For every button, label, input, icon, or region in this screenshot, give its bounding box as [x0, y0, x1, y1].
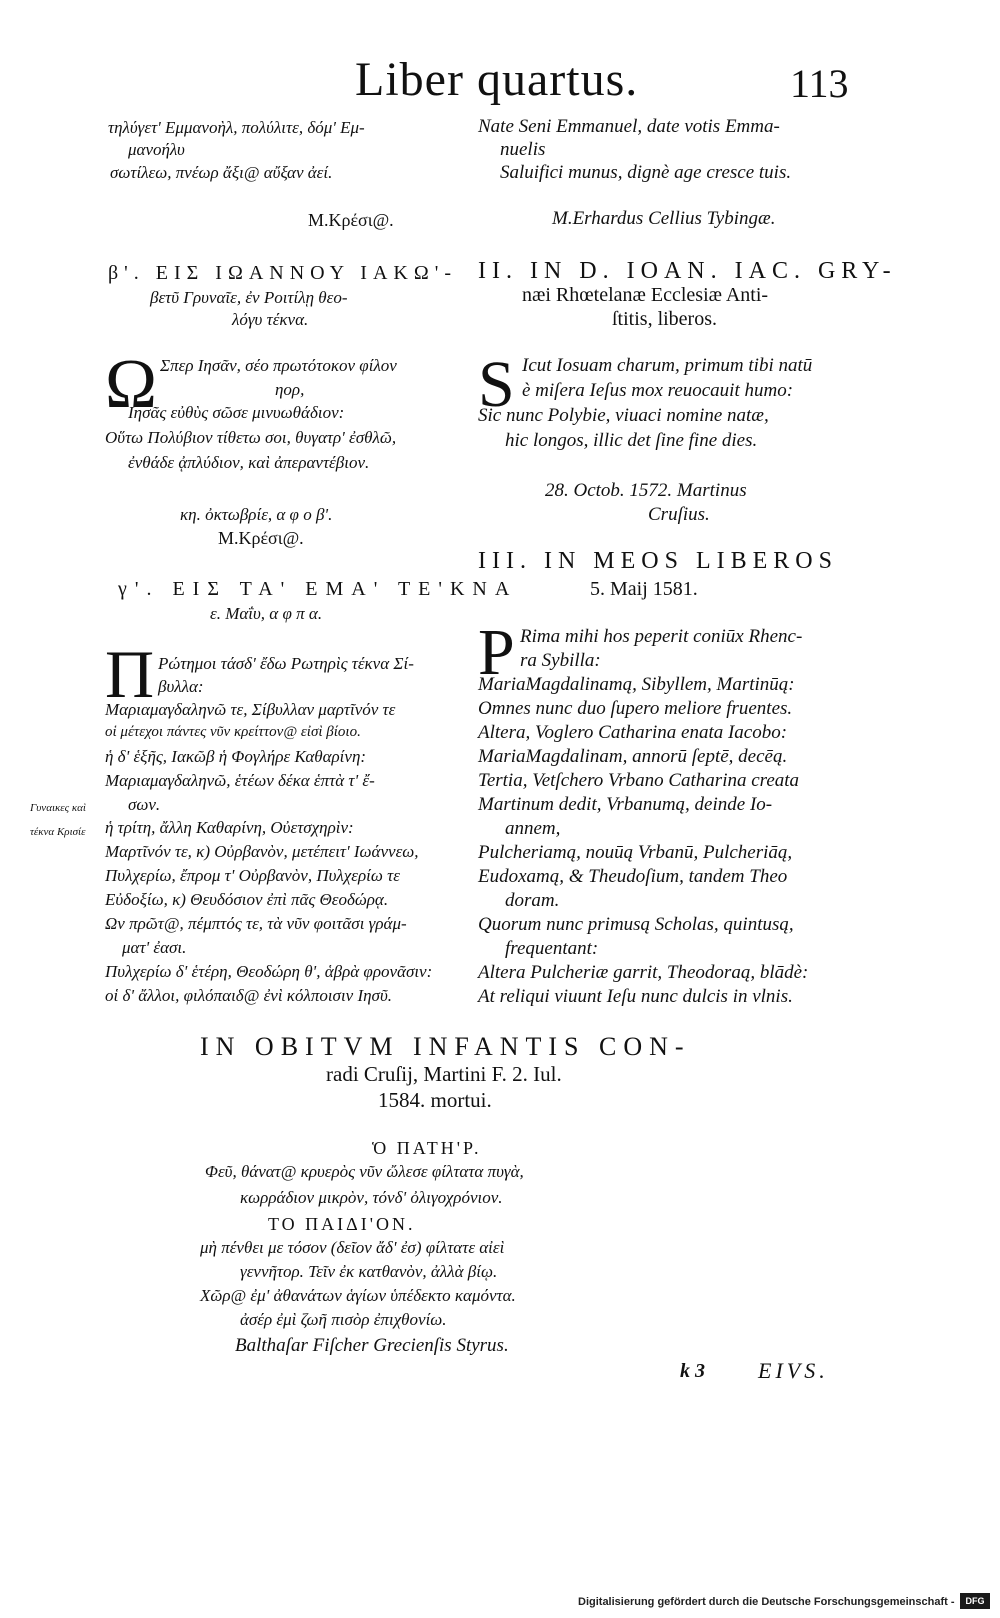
- bottom-heading: 1584. mortui.: [378, 1088, 492, 1112]
- right-poem3-line: frequentant:: [505, 938, 599, 959]
- left-poem2-line: Σπερ Ιησᾶν, σέο πρωτότοκον φίλον: [160, 356, 397, 375]
- right-poem3-line: annem,: [505, 818, 561, 839]
- right-poem3-line: Martinum dedit, Vrbanumą, deinde Io-: [478, 794, 773, 815]
- right-poem3-line: Rima mihi hos peperit coniūx Rhenc-: [520, 626, 803, 647]
- right-poem3-line: MariaMagdalinam, annorū ſeptē, decēą.: [478, 746, 788, 767]
- left-heading2: λόγυ τέκνα.: [232, 310, 309, 329]
- left-heading2: β'. ΕΙΣ ΙΩΑΝΝΟΥ ΙΑΚΩ'-: [108, 262, 457, 284]
- right-poem3-line: ra Sybilla:: [520, 650, 601, 671]
- left-poem3-line: ἡ τρίτη, ἄλλη Καθαρίνη, Οὐετσχηρὶν:: [105, 818, 354, 837]
- catchword: EIVS.: [758, 1358, 829, 1383]
- left-poem3-line: Μαρτῖνόν τε, κ) Οὐρβανὸν, μετέπειτ' Ιωάννεω,: [105, 842, 419, 861]
- right-poem1-line: Saluifici munus, dignè age cresce tuis.: [500, 162, 792, 183]
- right-heading3: 5. Maij 1581.: [590, 578, 698, 600]
- right-heading2: næi Rhœtelanæ Ecclesiæ Anti-: [522, 284, 769, 306]
- margin-note: τέκνα Κρισίε: [30, 826, 86, 838]
- paidion-label: ΤΟ ΠΑΙΔΙ'ΟΝ.: [268, 1214, 416, 1234]
- right-poem3-line: Pulcheriamą, nouūą Vrbanū, Pulcheriāą,: [478, 842, 793, 863]
- left-poem3-line: οἱ μέτεχοι πάντες νῦν κρείττον@ εἰσὶ βίοιο.: [105, 724, 361, 740]
- paidion-line: γεννῆτορ. Τεῖν ἐκ κατθανὸν, ἀλλὰ βίῳ.: [240, 1262, 498, 1281]
- right-poem3-line: Quorum nunc primusą Scholas, quintusą,: [478, 914, 794, 935]
- right-poem3-line: Tertia, Vetſchero Vrbano Catharina creata: [478, 770, 800, 791]
- paidion-line: ἀσέρ ἐμὶ ζωῆ πισὸρ ἐπιχθονίω.: [240, 1310, 447, 1329]
- right-poem3-line: Altera, Voglero Catharina enata Iacobo:: [478, 722, 788, 743]
- bottom-signature: Balthaſar Fiſcher Grecienſis Styrus.: [235, 1335, 509, 1356]
- pater-line: κωρράδιον μικρὸν, τόνδ' ὀλιγοχρόνιον.: [240, 1188, 503, 1207]
- right-poem2-line: Icut Iosuam charum, primum tibi natū: [522, 355, 813, 376]
- left-poem2-line: Οὕτω Πολύβιον τίθετω σοι, θυγατρ' ἐσθλῶ,: [105, 428, 397, 447]
- right-poem2-line: è miſera Ieſus mox reuocauit humo:: [522, 380, 794, 401]
- dfg-logo: DFG: [960, 1593, 990, 1609]
- right-heading3: III. IN MEOS LIBEROS: [478, 548, 838, 574]
- right-poem3-line: Eudoxamą, & Theudoſium, tandem Theo: [478, 866, 788, 887]
- right-poem1-line: Nate Seni Emmanuel, date votis Emma-: [478, 116, 780, 137]
- right-poem1-signature: M.Erhardus Cellius Tybingæ.: [552, 208, 776, 229]
- left-poem3-line: Μαριαμαγδαληνῶ τε, Σίβυλλαν μαρτῖνόν τε: [105, 700, 396, 719]
- left-poem3-dropcap: Π: [105, 636, 155, 712]
- left-heading3: γ'. ΕΙΣ ΤΑ' ΕΜΑ' ΤΕ'ΚΝΑ: [118, 578, 518, 600]
- page-number: 113: [790, 61, 849, 106]
- right-heading2: ſtitis, liberos.: [612, 308, 717, 330]
- left-poem2-dropcap: Ω: [105, 346, 158, 423]
- left-heading2: βετῦ Γρυναῖε, ἐν Ροιτίλῃ θεο-: [150, 288, 348, 307]
- left-poem2-line: ηορ,: [275, 380, 305, 399]
- left-poem3-line: Εὐδοξίω, κ) Θευδόσιον ἐπὶ πᾶς Θεοδώρᾳ.: [105, 890, 389, 909]
- pater-line: Φεῦ, θάνατ@ κρυερὸς νῦν ὤλεσε φίλτατα πυγὰ,: [205, 1162, 524, 1181]
- right-poem3-line: doram.: [505, 890, 560, 911]
- bottom-heading: IN OBITVM INFANTIS CON-: [200, 1032, 691, 1061]
- right-poem2-line: Sic nunc Polybie, viuaci nomine natæ,: [478, 405, 769, 426]
- left-poem1-line: μανοήλυ: [128, 140, 185, 159]
- left-heading3: ε. Μαΐυ, α φ π α.: [210, 604, 323, 623]
- right-poem2-line: hic longos, illic det ſine fine dies.: [505, 430, 758, 451]
- right-date2: Cruſius.: [648, 504, 710, 525]
- digitization-credit: Digitalisierung gefördert durch die Deutsche Forschungsgemeinschaft -: [578, 1596, 955, 1608]
- paidion-line: μὴ πένθει με τόσον (δεῖον ἄδ' ἐσ) φίλτατε αἰεὶ: [200, 1238, 505, 1257]
- right-poem2-dropcap: S: [478, 348, 515, 421]
- left-poem3-line: ἡ δ' ἑξῆς, Ιακῶβ ἡ Φογλήρε Καθαρίνη:: [105, 747, 367, 766]
- left-poem3-line: Πυλχερίω, ἔπρομ τ' Οὐρβανὸν, Πυλχερίω τε: [105, 866, 400, 885]
- running-title: Liber quartus.: [355, 53, 639, 106]
- left-poem3-line: οἱ δ' ἄλλοι, φιλόπαιδ@ ἐνὶ κόλποισιν Ιησῦ.: [105, 986, 392, 1005]
- right-heading2: II. IN D. IOAN. IAC. GRY-: [478, 258, 897, 284]
- right-poem3-line: Altera Pulcheriæ garrit, Theodoraą, blādè:: [478, 962, 809, 983]
- left-poem3-line: Ων πρῶτ@, πέμπτός τε, τὰ νῦν φοιτᾶσι γράμ-: [105, 914, 407, 933]
- left-poem2-line: Ιησᾶς εὐθὺς σῶσε μινυωθάδιον:: [128, 403, 345, 422]
- left-poem3-line: Μαριαμαγδαληνῶ, ἑτέων δέκα ἑπτὰ τ' ἔ-: [105, 771, 375, 790]
- bottom-heading: radi Cruſij, Martini F. 2. Iul.: [326, 1062, 562, 1086]
- right-date2: 28. Octob. 1572. Martinus: [545, 480, 747, 501]
- left-poem3-line: Πυλχερίω δ' ἑτέρη, Θεοδώρη θ', ἁβρὰ φρονᾶσιν:: [105, 962, 433, 981]
- left-signature2: M.Κρέσι@.: [218, 528, 304, 548]
- left-poem3-line: βυλλα:: [158, 677, 204, 696]
- left-poem3-line: Ρώτημοι τάσδ' ἔδω Ρωτηρὶς τέκνα Σί-: [158, 654, 414, 673]
- right-poem3-line: Omnes nunc duo ſupero meliore fruentes.: [478, 698, 793, 719]
- left-poem3-line: ματ' ἐασι.: [122, 938, 187, 957]
- left-poem1-signature: M.Κρέσι@.: [308, 210, 394, 230]
- signature-mark: k 3: [680, 1360, 705, 1382]
- left-poem3-line: σων.: [128, 795, 161, 814]
- right-poem3-line: At reliqui viuunt Ieſu nunc dulcis in vlnis.: [478, 986, 793, 1007]
- left-poem2-line: ἐνθάδε ᾀπλύδιον, καὶ ἀπεραντέβιον.: [128, 453, 370, 472]
- left-poem1-line: σωτίλεω, πνέωρ ἄξι@ αὔξαν ἀεί.: [110, 163, 333, 182]
- right-poem3-dropcap: P: [478, 616, 515, 689]
- paidion-line: Χῶρ@ ἐμ' ἀθανάτων ἁγίων ὑπέδεκτο καμόντα.: [200, 1286, 516, 1305]
- left-poem1-line: τηλύγετ' Εμμανοὴλ, πολύλιτε, δόμ' Εμ-: [108, 118, 365, 137]
- left-date2: κη. ὀκτωβρίε, α φ ο β'.: [180, 505, 333, 524]
- margin-note: Γυναικες καὶ: [30, 802, 86, 814]
- pater-label: Ὁ ΠΑΤΗ'Ρ.: [372, 1138, 482, 1158]
- right-poem1-line: nuelis: [500, 139, 546, 160]
- right-poem3-line: MariaMagdalinamą, Sibyllem, Martinūą:: [478, 674, 795, 695]
